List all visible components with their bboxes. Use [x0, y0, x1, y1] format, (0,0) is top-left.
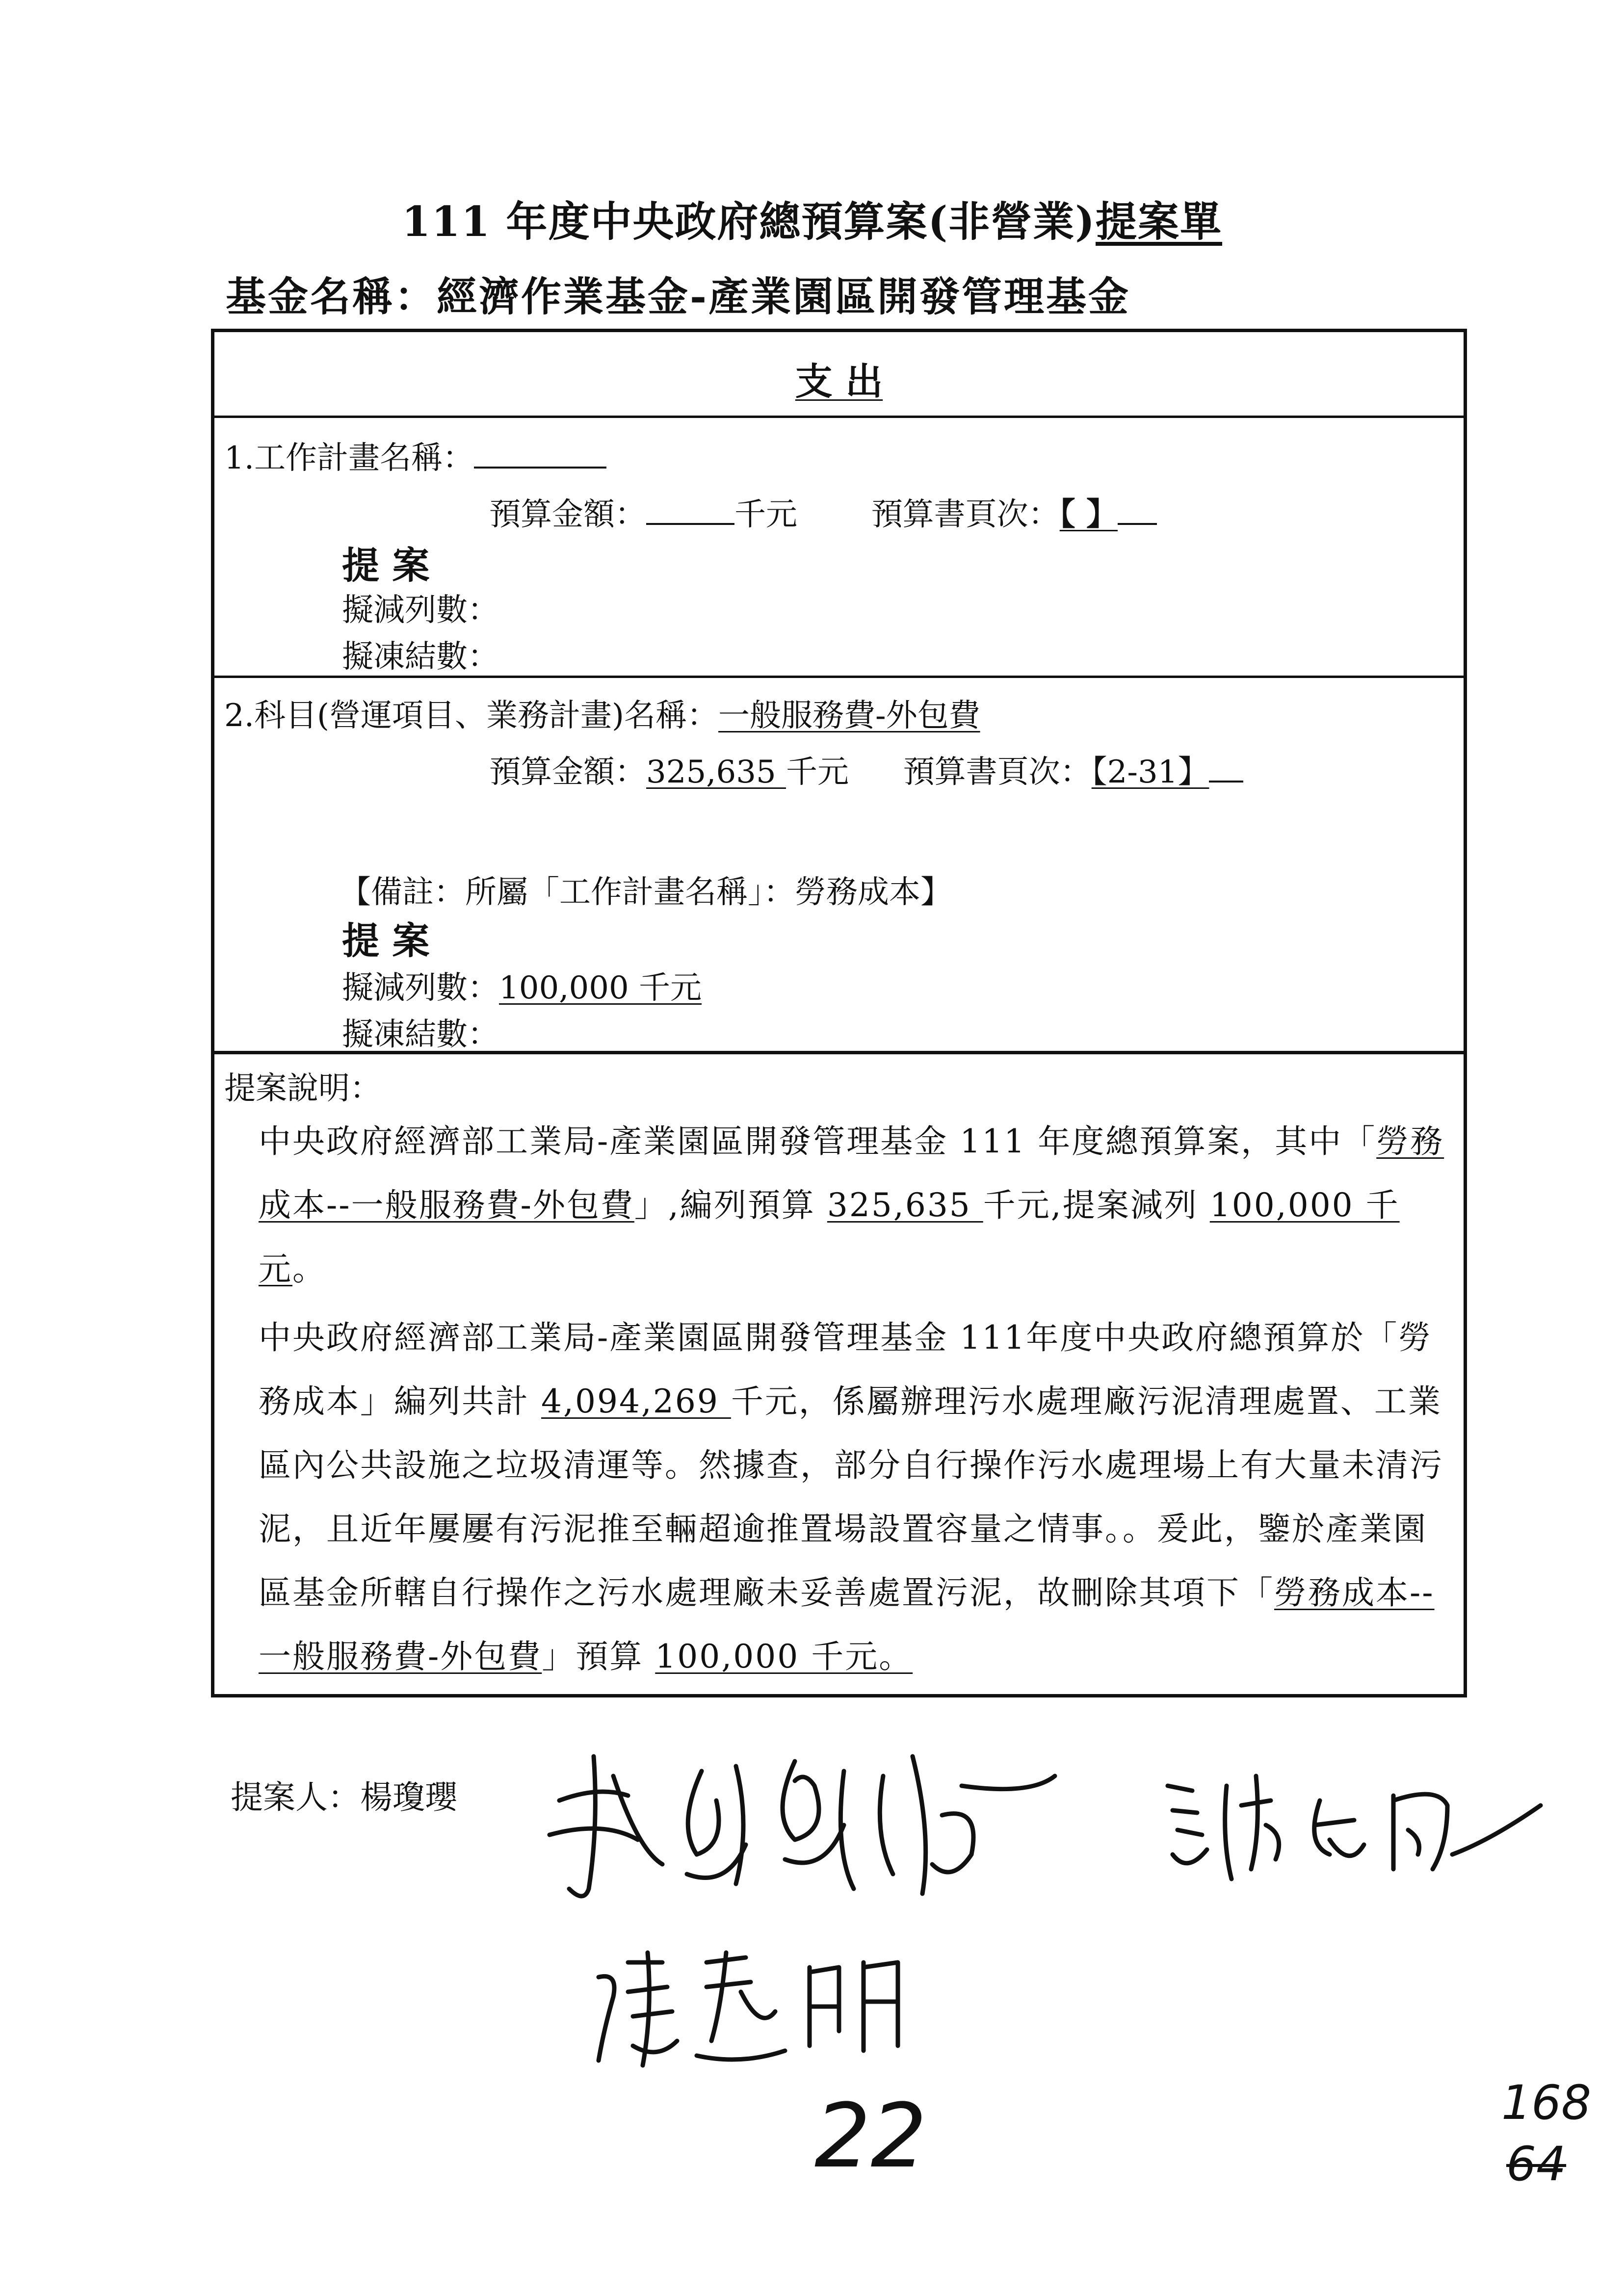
item2-budget-row: [489, 747, 1243, 792]
item2-page-value: 【2-31】: [1091, 754, 1209, 790]
explanation-p2-segment: 勞務成本--一般服務費-外包費: [259, 1574, 1435, 1675]
item2-freeze-label: 擬凍結數：: [342, 1017, 499, 1053]
corner-number-bottom: 64: [1506, 2137, 1567, 2192]
item2-budget-value: 325,635: [646, 754, 786, 790]
explanation-p2-segment: 100,000 千元。: [655, 1638, 913, 1675]
item1-plan-name: [224, 433, 606, 478]
corner-number-top: 168: [1501, 2075, 1592, 2130]
explanation-p2-segment: 中央政府經濟部工業局-產業園區開發管理基金 111年度中央政府總預算於「勞務成本」編列共計: [259, 1319, 1433, 1420]
item2-page-label: 預算書頁次：: [903, 754, 1092, 790]
item1-proposal-heading: 提 案: [342, 544, 430, 587]
item2-budget-label: 預算金額：: [489, 754, 646, 790]
item2-cut-value: 100,000 千元: [499, 970, 702, 1006]
item2-note: 【備註：所屬「工作計畫名稱」：勞務成本】: [340, 874, 952, 911]
item2-budget-unit: 千元: [786, 754, 849, 790]
item1-budget-blank: [646, 497, 734, 525]
item1-page-value: 【 】: [1059, 496, 1118, 533]
item1-plan-blank: [474, 441, 606, 469]
item1-budget-unit: 千元: [734, 496, 797, 533]
signature-3: [579, 1933, 932, 2080]
title-suffix: 提案單: [1096, 197, 1223, 246]
item2-subject-value: 一般服務費-外包費: [718, 698, 980, 734]
item2-cut-label: 擬減列數：: [342, 970, 499, 1006]
signature-1: [540, 1727, 1079, 1923]
explanation-paragraph-2: [259, 1306, 1446, 1689]
item2-cut-row: [342, 963, 702, 1008]
item2-page-blank: [1209, 755, 1243, 783]
page-number: 22: [814, 2085, 927, 2188]
item1-budget-label: 預算金額：: [489, 496, 646, 533]
explanation-p1-segment: 325,635: [827, 1186, 983, 1224]
explanation-p1-segment: 中央政府經濟部工業局-產業園區開發管理基金 111 年度總預算案，其中「: [259, 1122, 1377, 1160]
divider-line: [214, 676, 1464, 678]
proposer: 提案人：楊瓊瓔: [231, 1778, 457, 1816]
item1-plan-label: 1.工作計畫名稱：: [224, 440, 474, 476]
item1-page-label: 預算書頁次：: [871, 496, 1060, 533]
section-title: 支 出: [795, 360, 883, 403]
item1-cut-label: 擬減列數：: [342, 592, 499, 628]
item1-budget-row: [489, 489, 1157, 534]
explanation-p2-segment: 」預算: [542, 1638, 655, 1675]
signature-2: [1158, 1756, 1550, 1894]
page-title: [0, 189, 1624, 248]
proposal-form-table: [211, 329, 1467, 1697]
explanation-p1-segment: 千元,提案減列: [983, 1186, 1210, 1224]
divider-line: [214, 1051, 1464, 1054]
item1-page-blank: [1118, 497, 1157, 525]
explanation-p1-segment: 100,000 千元: [259, 1186, 1400, 1288]
explanation-p1-segment: 」,編列預算: [634, 1186, 827, 1224]
fund-name: 基金名稱：經濟作業基金-產業園區開發管理基金: [226, 273, 1131, 320]
explanation-paragraph-1: [259, 1110, 1446, 1301]
item2-proposal-heading: 提 案: [342, 919, 430, 963]
divider-line: [214, 416, 1464, 418]
item2-subject-label: 2.科目(營運項目、業務計畫)名稱：: [224, 698, 718, 734]
explanation-p2-segment: 4,094,269: [541, 1383, 731, 1420]
item1-freeze-label: 擬凍結數：: [342, 639, 499, 675]
title-prefix: 111 年度中央政府總預算案(非營業): [401, 197, 1096, 246]
explanation-p1-segment: 。: [292, 1250, 326, 1288]
explanation-label: 提案說明：: [224, 1070, 381, 1107]
explanation-p1-segment: 勞務成本--一般服務費-外包費: [259, 1122, 1444, 1224]
explanation-p2-segment: 千元，係屬辦理污水處理廠污泥清理處置、工業區內公共設施之垃圾清運等。然據查，部分自行操作污水處理場上有大量未清污泥，且近年屢屢有污泥推至輛超逾推置場設置容量之情事。。爰此，鑒於產業園區基金所轄自行操作之污水處理廠未妥善處置污泥，故刪除其項下「: [259, 1383, 1443, 1612]
item2-subject-row: [224, 690, 980, 735]
